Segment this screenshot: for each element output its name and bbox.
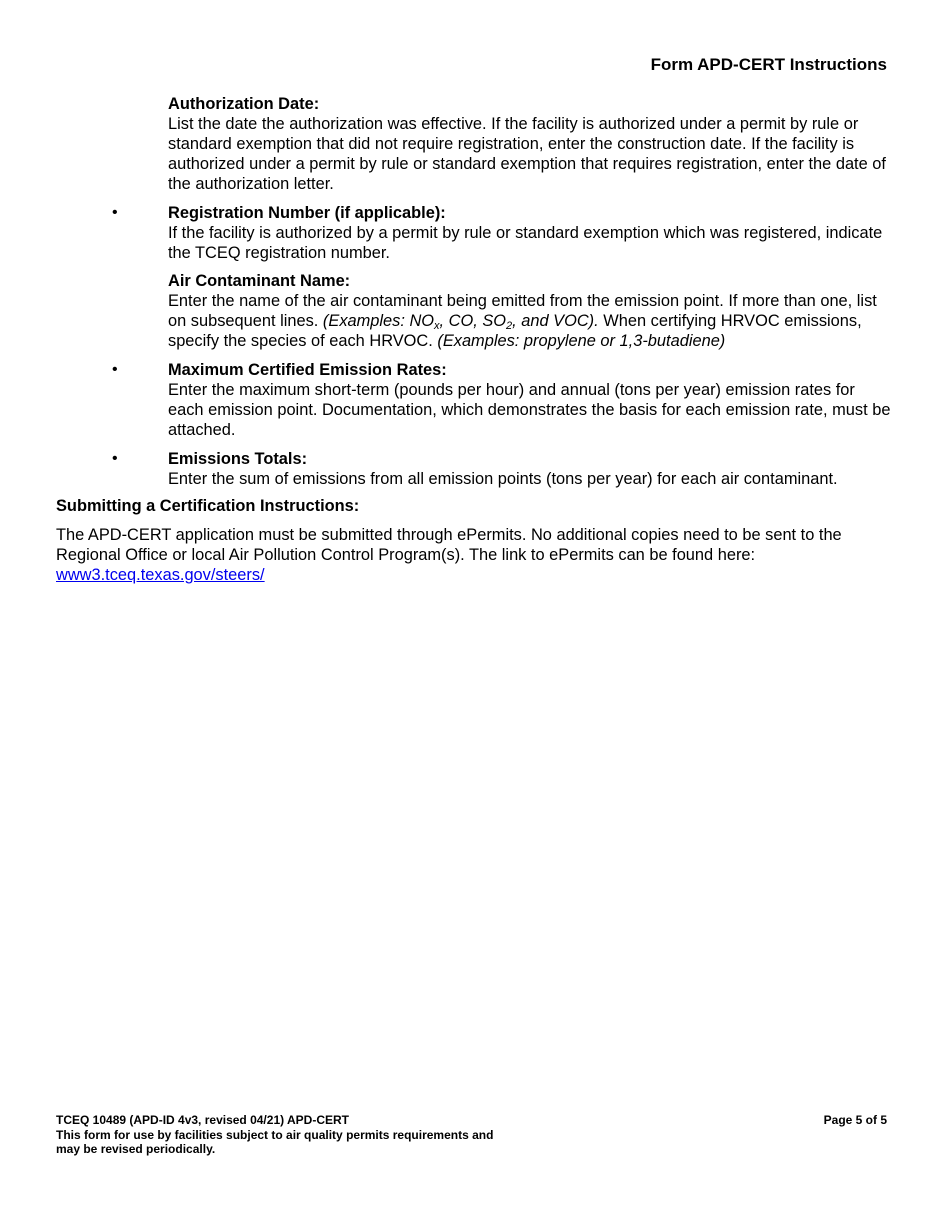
footer-form-info bbox=[56, 1113, 493, 1157]
emissions-totals-body: Enter the sum of emissions from all emission points (tons per year) for each air contaminant. bbox=[168, 470, 838, 488]
footer-line-1: TCEQ 10489 (APD-ID 4v3, revised 04/21) APD-CERT bbox=[56, 1113, 349, 1127]
page-title: Form APD-CERT Instructions bbox=[650, 55, 887, 74]
max-rates-section bbox=[168, 360, 893, 440]
bullet-icon: • bbox=[112, 361, 118, 378]
emissions-totals-section bbox=[168, 449, 893, 489]
page-number: Page 5 of 5 bbox=[823, 1113, 887, 1127]
authorization-date-body: List the date the authorization was effective. If the facility is authorized under a permit by rule or standard exemption that did not require registration, enter the construction date. If the facility is authorized under a permit by rule or standard exemption that requires registration, enter the date of the authorization letter. bbox=[168, 115, 886, 193]
footer-line-3: may be revised periodically. bbox=[56, 1142, 216, 1156]
registration-number-body: If the facility is authorized by a permit by rule or standard exemption which was registered, indicate the TCEQ registration number. bbox=[168, 224, 883, 262]
footer-line-2: This form for use by facilities subject to air quality permits requirements and bbox=[56, 1127, 494, 1142]
air-contaminant-body: Enter the name of the air contaminant being emitted from the emission point. If more than one, list on subsequent lines. (Examples: $NO_x$, CO, $SO_2$, and VOC). When certifying HRVOC emissions, specify the species of each HRVOC. (Examples: propylene or 1,3-butadiene) bbox=[168, 292, 877, 350]
submitting-body: The APD-CERT application must be submitted through ePermits. No additional copies need to be sent to the Regional Office or local Air Pollution Control Program(s). The link to ePermits can be found here: www3.tceq.texas.gov/steers/ bbox=[56, 526, 842, 584]
max-rates-heading: Maximum Certified Emission Rates: bbox=[168, 361, 447, 379]
bullet-icon: • bbox=[112, 450, 118, 467]
authorization-date-heading: Authorization Date: bbox=[168, 95, 320, 113]
bullet-icon: • bbox=[112, 204, 118, 221]
emissions-totals-heading: Emissions Totals: bbox=[168, 450, 308, 468]
authorization-date-section bbox=[168, 94, 893, 194]
max-rates-body: Enter the maximum short-term (pounds per hour) and annual (tons per year) emission rates for each emission point. Documentation, which demonstrates the basis for each emission rate, must be attached. bbox=[168, 381, 891, 439]
submitting-heading: Submitting a Certification Instructions: bbox=[56, 497, 360, 515]
air-contaminant-heading: Air Contaminant Name: bbox=[168, 272, 351, 290]
registration-number-heading: Registration Number (if applicable): bbox=[168, 204, 446, 222]
steers-link[interactable]: www3.tceq.texas.gov/steers/ bbox=[56, 566, 265, 584]
registration-number-section bbox=[168, 203, 893, 263]
air-contaminant-section bbox=[168, 271, 893, 351]
